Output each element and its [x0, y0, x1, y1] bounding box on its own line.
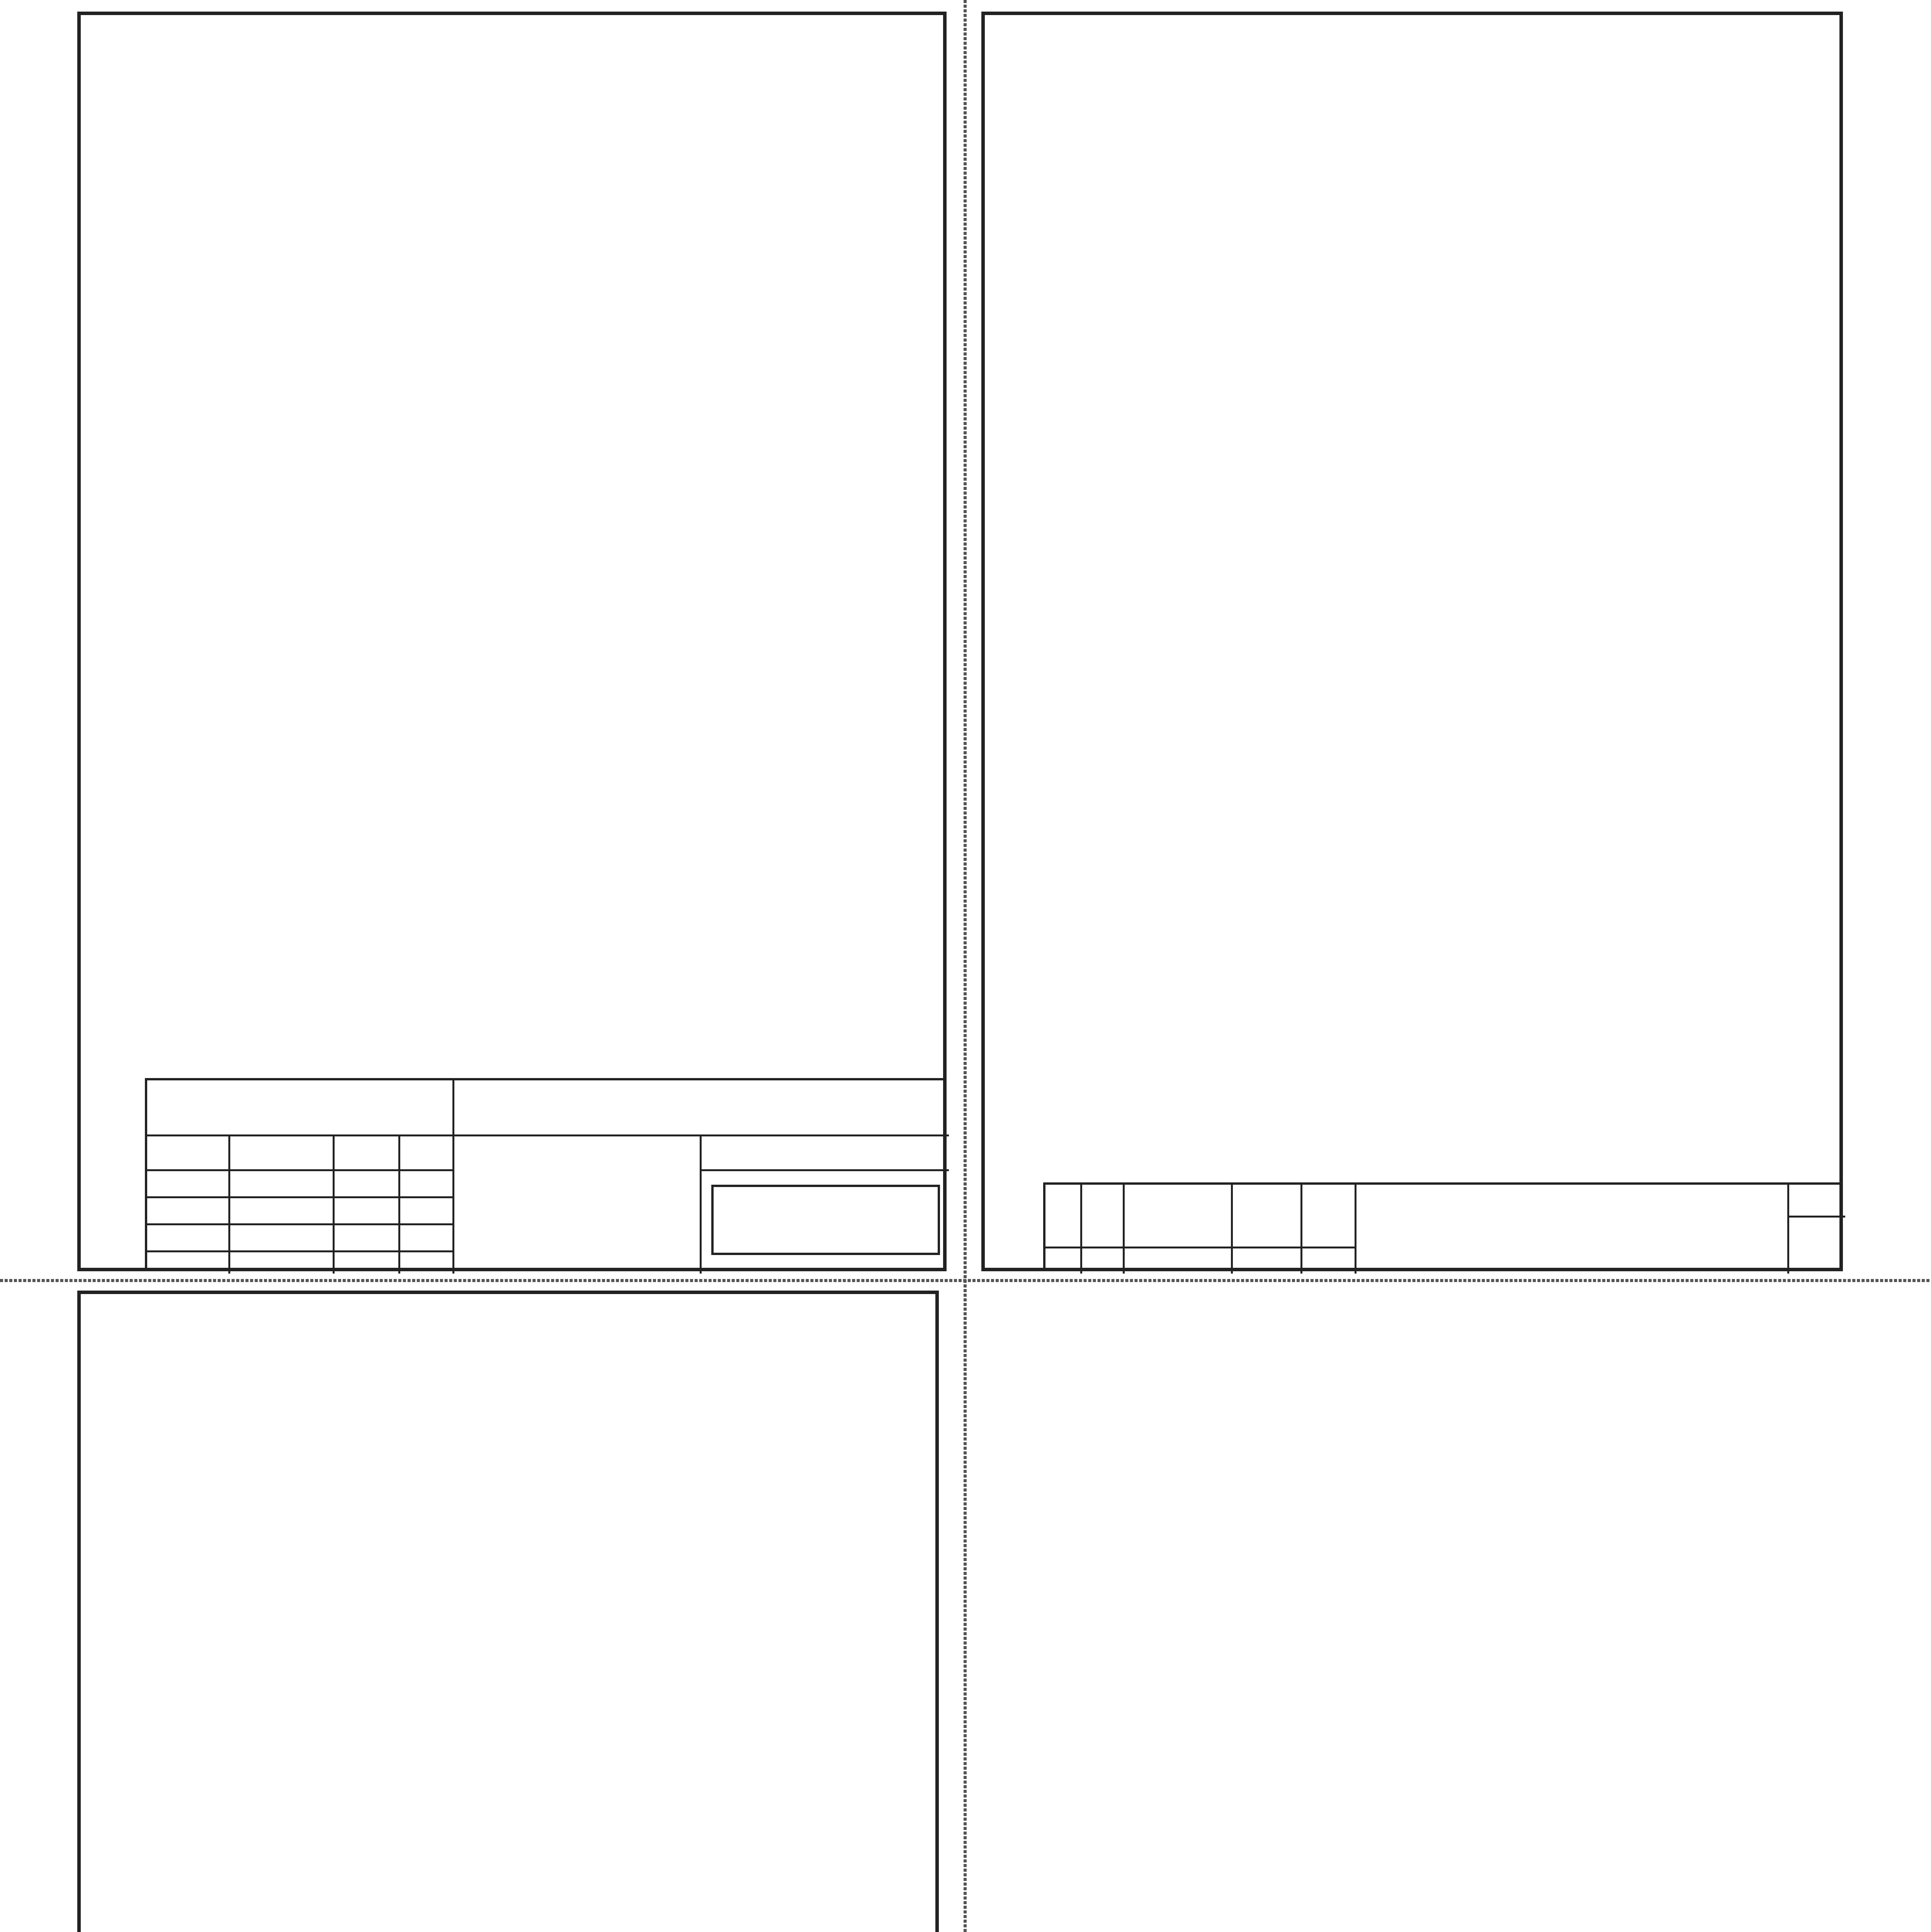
vypusk-label-2	[989, 39, 1035, 232]
vypusk-label	[85, 39, 131, 232]
margin-field-1	[100, 618, 124, 811]
sheet-1-margin	[77, 12, 145, 1271]
vertical-cut-line	[964, 0, 967, 1932]
title-block-sheet-2	[1043, 1182, 1843, 1271]
horizontal-cut-line	[0, 1279, 1931, 1282]
sheet-3-margin	[77, 1291, 139, 1932]
margin-field-5	[100, 1101, 124, 1294]
margin-field-2-5	[1001, 1101, 1024, 1294]
sheet-2-margin	[981, 12, 1043, 1271]
sheet-3	[77, 1291, 939, 1932]
sheet-2	[981, 12, 1843, 1271]
title-block-sheet-1	[145, 1078, 947, 1271]
margin-field-3-1	[97, 1839, 120, 1932]
organization-stamp	[711, 1185, 940, 1255]
seriya-label	[85, 452, 131, 645]
vypusk-label-3	[85, 1318, 131, 1511]
